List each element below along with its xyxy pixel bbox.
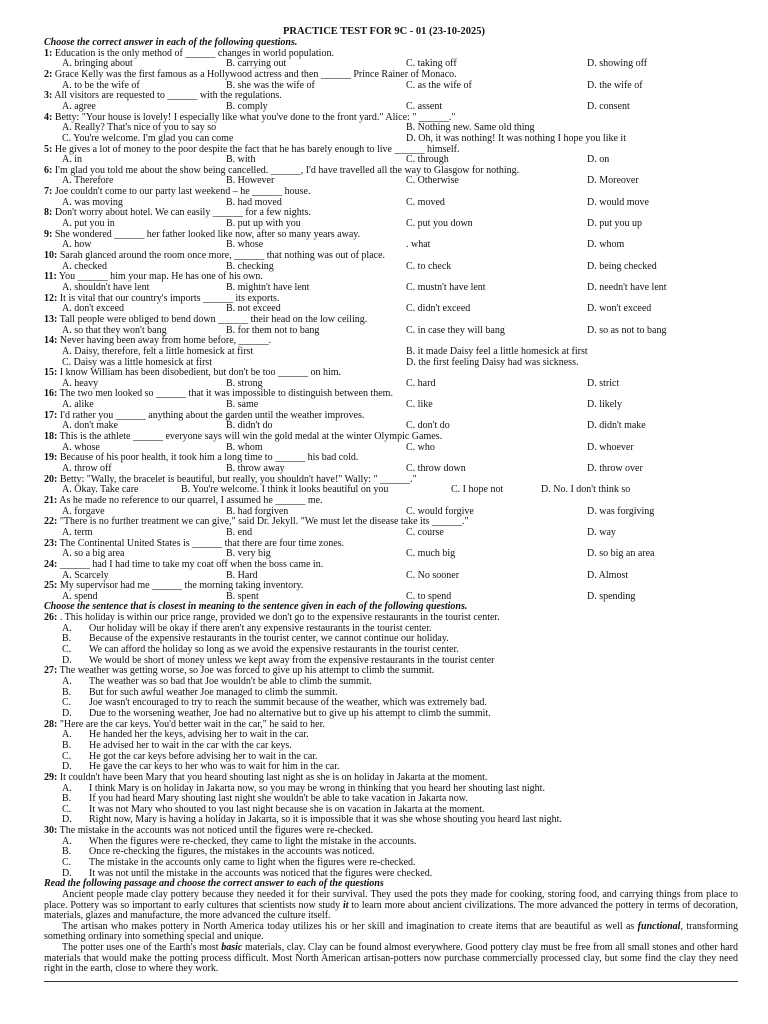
answer-option: D. consent <box>587 100 630 112</box>
answer-option: A. Therefore <box>62 175 114 187</box>
answer-option: . what <box>406 239 431 251</box>
emphasized-word: functional <box>637 920 681 932</box>
question-number: 6: <box>44 164 53 176</box>
question-number: 3: <box>44 90 53 102</box>
answer-option: B. end <box>226 526 253 538</box>
section-heading: Read the following passage and choose the correct answer to each of the questions <box>44 878 384 890</box>
option-text: Once re-checking the figures, the mistakes in the accounts was noticed. <box>89 846 375 858</box>
answer-option: A. bringing about <box>62 58 133 70</box>
question-number: 30: <box>44 825 58 837</box>
option-letter: A. <box>62 835 72 847</box>
question-stem: Joe couldn't come to our party last weekend – he ______ house. <box>52 186 311 198</box>
passage-text: The artisan who makes pottery in North America today utilizes his or her skill and imagination to create items that are beautiful as well as <box>62 920 638 932</box>
answer-option: B. didn't do <box>226 420 273 432</box>
question-stem: I'd rather you ______ anything about the garden until the weather improves. <box>57 409 365 421</box>
answer-option: A. don't exceed <box>62 303 125 315</box>
option-text: Joe wasn't encouraged to try to reach the summit because of the weather, which was extremely bad. <box>89 697 487 709</box>
question-number: 1: <box>44 47 53 59</box>
answer-option: D. No. I don't think so <box>541 484 631 496</box>
answer-option: A. how <box>62 239 92 251</box>
answer-option: C. didn't exceed <box>406 303 471 315</box>
answer-option: A. shouldn't have lent <box>62 281 150 293</box>
option-text: I think Mary is on holiday in Jakarta now, so you may be wrong in thinking that you heard her shouting last night. <box>89 782 545 794</box>
answer-option: C. I hope not <box>451 484 504 496</box>
question-number: 14: <box>44 335 58 347</box>
passage-paragraph-1 <box>44 890 738 922</box>
question-stem: I know William has been disobedient, but don't be too ______ on him. <box>57 367 342 379</box>
question-stem: The weather was getting worse, so Joe was forced to give up his attempt to climb the summit. <box>57 665 435 677</box>
option-text: We would be short of money unless we kept away from the expensive restaurants in the tourist center <box>89 654 495 666</box>
question-number: 10: <box>44 250 58 261</box>
option-letter: D. <box>62 654 72 666</box>
answer-option: A. was moving <box>62 196 123 208</box>
answer-option: B. throw away <box>226 463 285 474</box>
answer-option: C. assent <box>406 100 443 112</box>
answer-option: B. same <box>226 399 259 411</box>
answer-option: D. put you up <box>587 218 642 230</box>
answer-option: C. moved <box>406 196 445 208</box>
question-number: 28: <box>44 718 58 730</box>
answer-option: C. to spend <box>406 590 452 602</box>
answer-option: B. spent <box>226 590 259 602</box>
question-stem: My supervisor had me ______ the morning taking inventory. <box>57 580 304 592</box>
question-number: 7: <box>44 186 53 198</box>
answer-option: C. much big <box>406 548 456 560</box>
answer-option: A. alike <box>62 399 94 411</box>
question-number: 21: <box>44 494 58 506</box>
answer-option: B. she was the wife of <box>226 79 315 91</box>
answer-option: D. spending <box>587 590 636 602</box>
question-number: 23: <box>44 537 58 549</box>
answer-option: D. strict <box>587 377 620 389</box>
question-stem: This is the athlete ______ everyone says will win the gold medal at the winter Olympic Games. <box>57 431 443 443</box>
answer-option: C. You're welcome. I'm glad you can come <box>62 132 234 144</box>
answer-option: C. as the wife of <box>406 79 472 91</box>
question-9 <box>44 230 360 241</box>
answer-option: A. whose <box>62 441 100 453</box>
answer-option: D. the first feeling Daisy had was sickness. <box>406 356 579 368</box>
answer-option: C. No sooner <box>406 569 460 581</box>
option-letter: C. <box>62 750 72 762</box>
question-stem: Because of his poor health, it took him a long time to ______ his bad cold. <box>57 452 359 464</box>
option-text: Due to the worsening weather, Joe had no alternative but to give up his attempt to climb the summit. <box>89 707 491 719</box>
question-stem: The Continental United States is ______ that there are four time zones. <box>57 537 345 549</box>
answer-option: A. Okay. Take care <box>62 484 139 496</box>
passage-text: materials, clay. Clay can be found almost everywhere. Good pottery clay must be free from all small stones and other hard materials that would make the potting process difficult. Most North American artisan-potters now purchase commercially processed clay, but some find the clay they need right in the earth, close to where they work. <box>44 941 738 975</box>
answer-option: A. heavy <box>62 377 99 389</box>
answer-option: D. on <box>587 154 610 166</box>
question-stem: The mistake in the accounts was not noticed until the figures were re-checked. <box>57 825 374 837</box>
option-letter: A. <box>62 782 72 794</box>
question-stem: Betty: "Your house is lovely! I especially like what you've done to the front yard." Alice: " ______." <box>52 111 456 123</box>
option-letter: B. <box>62 739 72 751</box>
option-text: It was not until the mistake in the accounts was noticed that the figures were checked. <box>89 867 433 879</box>
question-stem: It is vital that our country's imports ______ its exports. <box>57 292 280 304</box>
answer-option: A. in <box>62 154 82 166</box>
question-number: 27: <box>44 665 58 677</box>
option-letter: A. <box>62 676 72 687</box>
question-2 <box>44 70 457 81</box>
answer-option: A. forgave <box>62 505 105 517</box>
answer-option: C. course <box>406 526 444 538</box>
answer-option: C. don't do <box>406 420 450 432</box>
answer-option: D. showing off <box>587 58 648 70</box>
answer-option: D. would move <box>587 196 649 208</box>
option-letter: B. <box>62 793 72 805</box>
passage-text: to learn more about ancient civilizations. The more advanced the pottery in terms of decoration, materials, glazes and manufacture, the more advanced the culture itself. <box>44 899 738 922</box>
question-number: 16: <box>44 388 58 400</box>
option-text: The mistake in the accounts only came to light when the figures were re-checked. <box>89 857 416 869</box>
option-letter: A. <box>62 622 72 634</box>
answer-option: B. Nothing new. Same old thing <box>406 122 535 134</box>
answer-option: C. throw down <box>406 463 466 474</box>
option-text: We can afford the holiday so long as we avoid the expensive restaurants in the tourist center. <box>89 644 459 656</box>
answer-option: D. whom <box>587 239 625 251</box>
question-stem: I'm glad you told me about the show being cancelled. ______, I'd have travelled all the way to Glasgow for nothing. <box>52 164 520 176</box>
option-letter: C. <box>62 803 72 815</box>
answer-option: A. spend <box>62 590 98 602</box>
answer-option: C. mustn't have lent <box>406 281 486 293</box>
question-22 <box>44 517 469 528</box>
passage-paragraph-3 <box>44 943 738 975</box>
question-stem: She wondered ______ her father looked like now, after so many years away. <box>52 228 361 240</box>
question-number: 13: <box>44 313 58 325</box>
answer-option: D. so big an area <box>587 548 655 560</box>
question-stem: Never having been away from home before, ______. <box>57 335 272 347</box>
option-letter: D. <box>62 761 72 773</box>
answer-option: B. comply <box>226 100 268 112</box>
answer-option: A. throw off <box>62 463 112 474</box>
question-stem: Tall people were obliged to bend down ______ their head on the low ceiling. <box>57 313 368 325</box>
answer-option: B. whom <box>226 441 263 453</box>
question-number: 25: <box>44 580 58 592</box>
question-number: 8: <box>44 207 53 219</box>
answer-option: D. whoever <box>587 441 634 453</box>
answer-option: D. throw over <box>587 463 643 474</box>
answer-option: D. Almost <box>587 569 629 581</box>
answer-option: D. way <box>587 526 616 538</box>
answer-option: C. put you down <box>406 218 473 230</box>
question-number: 26: <box>44 612 58 624</box>
answer-option: A. put you in <box>62 218 115 230</box>
answer-option: B. had forgiven <box>226 505 289 517</box>
answer-option: B. for them not to bang <box>226 324 320 336</box>
section-heading: Choose the sentence that is closest in meaning to the sentence given in each of the following questions. <box>44 601 468 613</box>
question-number: 5: <box>44 143 53 155</box>
question-stem: You ______ him your map. He has one of his own. <box>56 271 263 283</box>
option-text: If you had heard Mary shouting last night she wouldn't be able to take vacation in Jakarta now. <box>89 793 468 805</box>
answer-option: C. who <box>406 441 435 453</box>
question-number: 11: <box>44 271 57 283</box>
option-letter: C. <box>62 644 72 656</box>
option-letter: B. <box>62 686 72 698</box>
question-number: 9: <box>44 228 53 240</box>
answer-option: A. so a big area <box>62 548 125 560</box>
passage-text: Ancient people made clay pottery because they needed it for their survival. They used the pots they made for cooking, storing food, and carrying things from place to place. Pottery was so important to early cultures that scientists now study <box>44 889 738 911</box>
question-stem: All visitors are requested to ______ with the regulations. <box>52 90 282 102</box>
option-letter: D. <box>62 707 72 719</box>
question-number: 12: <box>44 292 58 304</box>
answer-option: D. Moreover <box>587 175 639 187</box>
question-number: 22: <box>44 516 58 528</box>
section-heading: Choose the correct answer in each of the following questions. <box>44 37 298 48</box>
answer-option: B. whose <box>226 239 264 251</box>
question-stem: As he made no reference to our quarrel, I assumed he ______ me. <box>57 494 323 506</box>
question-stem: He gives a lot of money to the poor despite the fact that he has barely enough to live ______ himself. <box>52 143 460 155</box>
answer-option: C. to check <box>406 260 452 272</box>
question-number: 17: <box>44 409 58 421</box>
answer-option: A. so that they won't bang <box>62 324 167 336</box>
answer-option: D. was forgiving <box>587 505 655 517</box>
answer-option: C. Daisy was a little homesick at first <box>62 356 212 368</box>
question-21 <box>44 496 323 507</box>
question-stem: It couldn't have been Mary that you heard shouting last night as she is on holiday in Jakarta at the moment. <box>57 771 488 783</box>
answer-option: B. not exceed <box>226 303 281 315</box>
answer-option: A. Really? That's nice of you to say so <box>62 122 217 134</box>
question-number: 4: <box>44 111 53 123</box>
option-letter: A. <box>62 729 72 741</box>
question-number: 24: <box>44 558 58 570</box>
option-text: He handed her the keys, advising her to wait in the car. <box>89 729 309 741</box>
option-text: The weather was so bad that Joe wouldn't be able to climb the summit. <box>89 676 372 687</box>
option-letter: C. <box>62 697 72 709</box>
answer-option: B. had moved <box>226 196 282 208</box>
question-number: 2: <box>44 68 53 80</box>
answer-option: B. You're welcome. I think it looks beautiful on you <box>181 484 389 496</box>
question-stem: ______ had I had time to take my coat off when the boss came in. <box>57 558 324 570</box>
option-text: He got the car keys before advising her to wait in the car. <box>89 750 318 762</box>
answer-option: D. Oh, it was nothing! It was nothing I hope you like it <box>406 132 626 144</box>
option-letter: D. <box>62 867 72 879</box>
answer-option: B. with <box>226 154 256 166</box>
question-13 <box>44 315 367 326</box>
answer-option: D. didn't make <box>587 420 646 432</box>
question-29 <box>44 773 487 784</box>
question-number: 19: <box>44 452 58 464</box>
answer-option: A. agree <box>62 100 96 112</box>
answer-option: D. so as not to bang <box>587 324 667 336</box>
answer-option: B. Hard <box>226 569 258 581</box>
answer-option: C. like <box>406 399 433 411</box>
question-stem: Betty: "Wally, the bracelet is beautiful, but really, you shouldn't have!" Wally: " ______." <box>57 473 417 485</box>
answer-option: B. strong <box>226 377 263 389</box>
question-stem: Sarah glanced around the room once more, ______ that nothing was out of place. <box>57 250 386 261</box>
question-number: 29: <box>44 771 58 783</box>
emphasized-word: it <box>342 899 349 911</box>
emphasized-word: basic <box>221 941 243 953</box>
option-letter: D. <box>62 814 72 826</box>
answer-option: C. taking off <box>406 58 457 70</box>
passage-text: The potter uses one of the Earth's most <box>62 941 222 953</box>
answer-option: C. hard <box>406 377 436 389</box>
option-text: He gave the car keys to her who was to wait for him in the car. <box>89 761 340 773</box>
question-stem: Grace Kelly was the first famous as a Hollywood actress and then ______ Prince Rainer of Monaco. <box>52 68 457 80</box>
answer-option: C. Otherwise <box>406 175 459 187</box>
answer-option: D. won't exceed <box>587 303 652 315</box>
option-text: It was not Mary who shouted to you last night because she is on vacation in Jakarta at the moment. <box>89 803 485 815</box>
option-letter: C. <box>62 857 72 869</box>
page-title: PRACTICE TEST FOR 9C - 01 (23-10-2025) <box>282 26 486 37</box>
option-text: Because of the expensive restaurants in the tourist center, we cannot continue our holiday. <box>89 633 449 645</box>
option-letter: B. <box>62 633 72 645</box>
question-stem: "Here are the car keys. You'd better wait in the car," he said to her. <box>57 718 325 730</box>
answer-option: A. term <box>62 526 93 538</box>
passage-text: , transforming something ordinary into something special and unique. <box>44 920 738 943</box>
answer-option: B. put up with you <box>226 218 301 230</box>
question-stem: Don't worry about hotel. We can easily ______ for a few nights. <box>52 207 311 219</box>
option-text: Our holiday will be okay if there aren't any expensive restaurants in the tourist center. <box>89 622 432 634</box>
option-letter: B. <box>62 846 72 858</box>
answer-option: B. mightn't have lent <box>226 281 310 293</box>
option-text: But for such awful weather Joe managed to climb the summit. <box>89 686 338 698</box>
passage-paragraph-2 <box>44 922 738 943</box>
question-16 <box>44 389 393 400</box>
question-stem: Education is the only method of ______ changes in world population. <box>52 47 334 59</box>
question-10 <box>44 251 385 262</box>
answer-option: A. Daisy, therefore, felt a little homesick at first <box>62 345 254 357</box>
answer-option: D. likely <box>587 399 622 411</box>
answer-option: D. being checked <box>587 260 657 272</box>
bottom-divider <box>44 981 738 982</box>
option-text: He advised her to wait in the car with the car keys. <box>89 739 292 751</box>
answer-option: A. Scarcely <box>62 569 109 581</box>
answer-option: B. However <box>226 175 275 187</box>
question-24 <box>44 560 323 571</box>
answer-option: D. needn't have lent <box>587 281 667 293</box>
answer-option: A. don't make <box>62 420 118 432</box>
question-number: 18: <box>44 431 58 443</box>
answer-option: A. checked <box>62 260 107 272</box>
question-number: 20: <box>44 473 58 485</box>
answer-option: C. in case they will bang <box>406 324 505 336</box>
answer-option: B. it made Daisy feel a little homesick at first <box>406 345 588 357</box>
answer-option: C. would forgive <box>406 505 474 517</box>
question-stem: . This holiday is within our price range, provided we don't go to the expensive restaurants in the tourist center. <box>57 612 500 624</box>
question-stem: The two men looked so ______ that it was impossible to distinguish between them. <box>57 388 393 400</box>
answer-option: B. checking <box>226 260 274 272</box>
answer-option: C. through <box>406 154 449 166</box>
answer-option: A. to be the wife of <box>62 79 140 91</box>
answer-option: B. carrying out <box>226 58 287 70</box>
answer-option: B. very big <box>226 548 271 560</box>
option-text: When the figures were re-checked, they came to light the mistake in the accounts. <box>89 835 417 847</box>
question-number: 15: <box>44 367 58 379</box>
answer-option: D. the wife of <box>587 79 643 91</box>
option-text: Right now, Mary is having a holiday in Jakarta, so it is impossible that it was she whose shouting you heard last night. <box>89 814 562 826</box>
question-stem: "There is no further treatment we can give," said Dr. Jekyll. "We must let the disease take its ______." <box>57 516 469 528</box>
